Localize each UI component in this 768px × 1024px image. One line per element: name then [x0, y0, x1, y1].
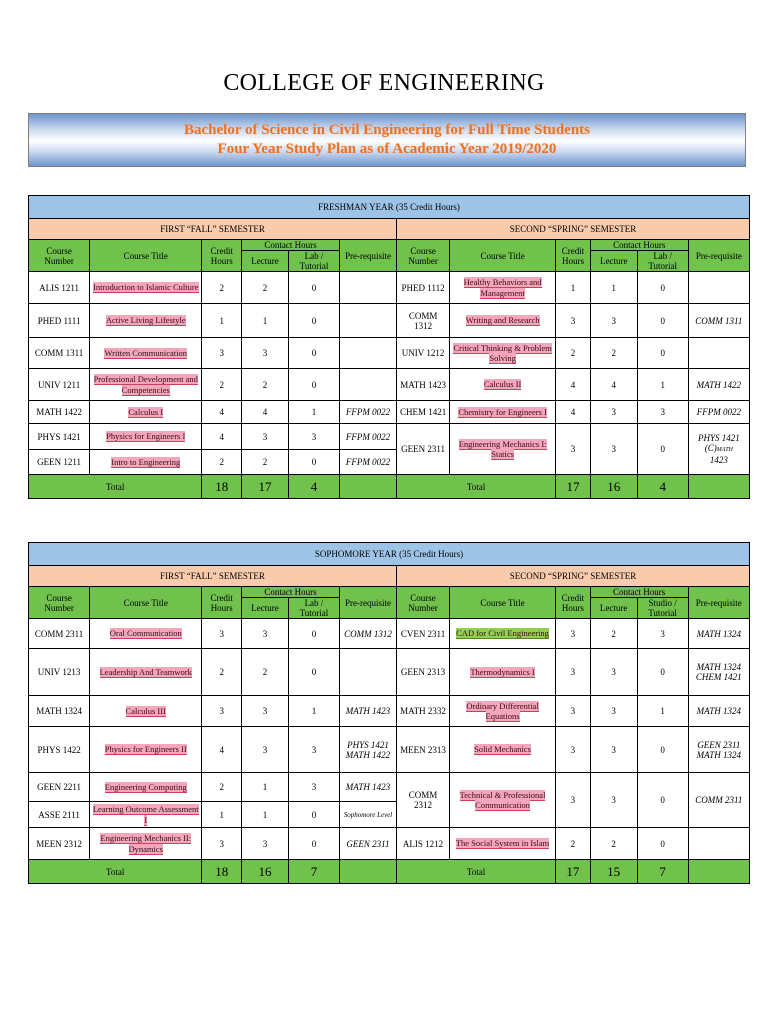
course-number: GEEN 2311 — [397, 424, 450, 475]
course-title-text: Written Communication — [104, 347, 188, 358]
credit-hours: 1 — [556, 272, 591, 304]
col-lecture: Lecture — [590, 251, 637, 272]
course-title-text: Active Living Lifestyle — [105, 315, 186, 326]
lab-hours: 1 — [289, 401, 340, 424]
sophomore-plan-table — [28, 542, 750, 884]
course-title — [450, 272, 556, 304]
col-prerequisite: Pre-requisite — [688, 587, 749, 619]
table-row — [29, 424, 750, 450]
total-credit-hours: 18 — [202, 475, 242, 499]
total-lecture-hours: 17 — [242, 475, 289, 499]
table-row — [29, 828, 750, 860]
course-title-text: Introduction to Islamic Culture — [92, 282, 199, 293]
prerequisite — [688, 424, 749, 475]
credit-hours: 3 — [202, 696, 242, 727]
col-prerequisite: Pre-requisite — [339, 240, 396, 272]
credit-hours: 3 — [556, 304, 591, 338]
course-title-text: Healthy Behaviors and Management — [463, 277, 542, 298]
col-course-number: Course Number — [397, 587, 450, 619]
prerequisite — [339, 338, 396, 369]
total-studio-hours: 7 — [637, 860, 688, 884]
lab-hours: 1 — [637, 369, 688, 401]
col-lab-tutorial: Lab / Tutorial — [637, 251, 688, 272]
col-contact-hours: Contact Hours — [590, 587, 688, 598]
course-title — [90, 401, 202, 424]
lecture-hours: 3 — [590, 773, 637, 828]
credit-hours: 4 — [556, 369, 591, 401]
program-banner — [28, 113, 746, 167]
course-title — [450, 424, 556, 475]
lecture-hours: 3 — [242, 696, 289, 727]
lab-hours: 3 — [637, 401, 688, 424]
course-title-text: Engineering Mechanics II: Dynamics — [100, 833, 192, 854]
prerequisite: GEEN 2311 MATH 1324 — [688, 727, 749, 773]
course-number: UNIV 1213 — [29, 649, 90, 696]
lab-hours: 0 — [289, 304, 340, 338]
col-course-title: Course Title — [90, 240, 202, 272]
course-title — [90, 619, 202, 649]
lecture-hours: 4 — [242, 401, 289, 424]
course-title — [450, 828, 556, 860]
course-number: GEEN 1211 — [29, 450, 90, 475]
fall-semester-title: FIRST “FALL” SEMESTER — [29, 566, 397, 587]
course-number: GEEN 2211 — [29, 773, 90, 802]
course-title-text: Writing and Research — [465, 315, 540, 326]
prerequisite — [688, 828, 749, 860]
course-number: ASSE 2111 — [29, 802, 90, 828]
total-empty-cell — [339, 860, 396, 884]
course-title — [450, 369, 556, 401]
total-empty-cell — [688, 860, 749, 884]
lecture-hours: 3 — [242, 619, 289, 649]
col-prerequisite: Pre-requisite — [688, 240, 749, 272]
course-title — [90, 828, 202, 860]
credit-hours: 3 — [556, 619, 591, 649]
lab-hours: 0 — [289, 272, 340, 304]
credit-hours: 2 — [202, 450, 242, 475]
studio-hours: 0 — [637, 828, 688, 860]
course-number: MATH 2332 — [397, 696, 450, 727]
lecture-hours: 3 — [590, 696, 637, 727]
total-label: Total — [397, 475, 556, 499]
course-number: PHED 1112 — [397, 272, 450, 304]
lecture-hours: 1 — [590, 272, 637, 304]
course-title — [90, 773, 202, 802]
total-credit-hours: 17 — [556, 475, 591, 499]
col-course-title: Course Title — [450, 587, 556, 619]
course-title — [90, 424, 202, 450]
page-title: COLLEGE OF ENGINEERING — [223, 70, 545, 96]
course-title — [450, 773, 556, 828]
lab-hours: 3 — [288, 773, 339, 802]
studio-hours: 3 — [637, 619, 688, 649]
course-title-text: Critical Thinking & Problem Solving — [453, 342, 552, 363]
credit-hours: 2 — [202, 369, 242, 401]
total-label: Total — [29, 475, 202, 499]
lecture-hours: 3 — [590, 424, 637, 475]
course-title-text: Physics for Engineers I — [106, 431, 186, 442]
lecture-hours: 3 — [242, 727, 289, 773]
col-course-number: Course Number — [397, 240, 450, 272]
credit-hours: 3 — [556, 773, 591, 828]
table-row — [29, 369, 750, 401]
course-title-text: Oral Communication — [109, 628, 182, 639]
lab-hours: 3 — [288, 727, 339, 773]
table-row — [29, 773, 750, 802]
prerequisite: COMM 1312 — [339, 619, 396, 649]
year-title: FRESHMAN YEAR (35 Credit Hours) — [29, 196, 750, 219]
total-label: Total — [29, 860, 202, 884]
col-course-title: Course Title — [90, 587, 202, 619]
col-lecture: Lecture — [242, 598, 289, 619]
col-lab-tutorial: Lab / Tutorial — [289, 251, 340, 272]
col-contact-hours: Contact Hours — [590, 240, 688, 251]
course-title-text: Engineering Mechanics I: Statics — [458, 438, 547, 459]
total-empty-cell — [688, 475, 749, 499]
table-row — [29, 696, 750, 727]
course-title-text: Calculus III — [125, 705, 166, 716]
col-lecture: Lecture — [242, 251, 289, 272]
col-credit-hours: Credit Hours — [556, 587, 591, 619]
table-row — [29, 619, 750, 649]
course-number: PHED 1111 — [29, 304, 90, 338]
col-course-number: Course Number — [29, 240, 90, 272]
table-row — [29, 727, 750, 773]
course-number: CVEN 2311 — [397, 619, 450, 649]
course-title — [90, 649, 202, 696]
lab-hours: 0 — [288, 649, 339, 696]
course-title — [90, 369, 202, 401]
lecture-hours: 3 — [242, 828, 289, 860]
spring-semester-title: SECOND “SPRING” SEMESTER — [397, 219, 750, 240]
course-title — [450, 304, 556, 338]
lecture-hours: 1 — [242, 304, 289, 338]
course-title-text: Engineering Computing — [104, 781, 187, 792]
prerequisite — [688, 338, 749, 369]
course-title-text: Thermodynamics I — [470, 666, 535, 677]
lecture-hours: 1 — [242, 802, 289, 828]
prerequisite: MATH 1324 CHEM 1421 — [688, 649, 749, 696]
lab-hours: 3 — [289, 424, 340, 450]
prerequisite: COMM 2311 — [688, 773, 749, 828]
table-row — [29, 649, 750, 696]
lab-hours: 1 — [288, 696, 339, 727]
lab-hours: 0 — [289, 450, 340, 475]
table-row — [29, 401, 750, 424]
lecture-hours: 3 — [590, 401, 637, 424]
course-number: MATH 1324 — [29, 696, 90, 727]
lecture-hours: 3 — [590, 649, 637, 696]
credit-hours: 2 — [556, 828, 591, 860]
table-row — [29, 272, 750, 304]
total-credit-hours: 17 — [556, 860, 591, 884]
lecture-hours: 1 — [242, 773, 289, 802]
lecture-hours: 4 — [590, 369, 637, 401]
credit-hours: 4 — [202, 424, 242, 450]
banner-line-2: Four Year Study Plan as of Academic Year 2019/2020 — [217, 141, 557, 157]
prerequisite: FFPM 0022 — [688, 401, 749, 424]
course-title-text: Ordinary Differential Equations — [466, 700, 539, 721]
prerequisite: MATH 1423 — [339, 696, 396, 727]
course-title-text: Technical & Professional Communication — [459, 789, 546, 810]
studio-hours: 1 — [637, 696, 688, 727]
prerequisite: FFPM 0022 — [339, 401, 396, 424]
prerequisite: GEEN 2311 — [339, 828, 396, 860]
prerequisite: MATH 1324 — [688, 619, 749, 649]
col-credit-hours: Credit Hours — [556, 240, 591, 272]
total-lab-hours: 4 — [637, 475, 688, 499]
course-title — [90, 304, 202, 338]
course-number: ALIS 1211 — [29, 272, 90, 304]
course-number: UNIV 1212 — [397, 338, 450, 369]
lecture-hours: 3 — [590, 727, 637, 773]
credit-hours: 2 — [556, 338, 591, 369]
total-lab-hours: 4 — [289, 475, 340, 499]
prereq-line: MATH — [716, 447, 733, 453]
totals-row — [29, 860, 750, 884]
total-lecture-hours: 15 — [590, 860, 637, 884]
prerequisite — [339, 369, 396, 401]
course-number: COMM 1312 — [397, 304, 450, 338]
col-contact-hours: Contact Hours — [242, 240, 340, 251]
studio-hours: 0 — [637, 773, 688, 828]
lab-hours: 0 — [637, 424, 688, 475]
fall-semester-title: FIRST “FALL” SEMESTER — [29, 219, 397, 240]
prerequisite: MATH 1422 — [688, 369, 749, 401]
course-title — [90, 272, 202, 304]
prerequisite: MATH 1324 — [688, 696, 749, 727]
total-label: Total — [397, 860, 556, 884]
course-number: CHEM 1421 — [397, 401, 450, 424]
prerequisite — [339, 304, 396, 338]
credit-hours: 3 — [202, 619, 242, 649]
credit-hours: 3 — [202, 338, 242, 369]
col-prerequisite: Pre-requisite — [339, 587, 396, 619]
course-title — [450, 401, 556, 424]
course-number: UNIV 1211 — [29, 369, 90, 401]
lecture-hours: 2 — [590, 828, 637, 860]
course-title-text: The Social System in Islam — [455, 838, 550, 849]
col-course-title: Course Title — [450, 240, 556, 272]
lab-hours: 0 — [637, 272, 688, 304]
total-lecture-hours: 16 — [590, 475, 637, 499]
course-title — [90, 338, 202, 369]
course-title-text: Intro to Engineering — [111, 456, 181, 467]
lab-hours: 0 — [288, 802, 339, 828]
course-number: COMM 2311 — [29, 619, 90, 649]
col-lab-tutorial: Lab / Tutorial — [288, 598, 339, 619]
lecture-hours: 2 — [242, 649, 289, 696]
course-number: COMM 2312 — [397, 773, 450, 828]
credit-hours: 1 — [202, 304, 242, 338]
credit-hours: 4 — [202, 727, 242, 773]
course-title — [90, 696, 202, 727]
col-credit-hours: Credit Hours — [202, 240, 242, 272]
prerequisite: MATH 1423 — [339, 773, 396, 802]
course-title-text: Chemistry for Engineers I — [458, 406, 547, 417]
course-title — [450, 619, 556, 649]
prerequisite: Sophomore Level — [339, 802, 396, 828]
course-title-text: Physics for Engineers II — [104, 744, 187, 755]
course-title — [450, 727, 556, 773]
lecture-hours: 2 — [590, 619, 637, 649]
course-number: MEEN 2312 — [29, 828, 90, 860]
course-title — [90, 450, 202, 475]
credit-hours: 2 — [202, 649, 242, 696]
total-lecture-hours: 16 — [242, 860, 289, 884]
credit-hours: 3 — [202, 828, 242, 860]
lab-hours: 0 — [289, 369, 340, 401]
lecture-hours: 3 — [242, 424, 289, 450]
lecture-hours: 3 — [242, 338, 289, 369]
course-title-text: Learning Outcome Assessment I — [92, 804, 199, 825]
lab-hours: 0 — [288, 828, 339, 860]
studio-hours: 0 — [637, 727, 688, 773]
course-number: MATH 1423 — [397, 369, 450, 401]
prerequisite — [688, 272, 749, 304]
studio-hours: 0 — [637, 649, 688, 696]
course-title-text: Professional Development and Competencies — [93, 374, 198, 395]
lab-hours: 0 — [637, 304, 688, 338]
lecture-hours: 2 — [242, 450, 289, 475]
total-lab-hours: 7 — [288, 860, 339, 884]
lecture-hours: 2 — [242, 369, 289, 401]
credit-hours: 4 — [556, 401, 591, 424]
course-title — [450, 696, 556, 727]
credit-hours: 4 — [202, 401, 242, 424]
course-number: PHYS 1421 — [29, 424, 90, 450]
prerequisite — [339, 649, 396, 696]
course-title — [450, 338, 556, 369]
col-lecture: Lecture — [590, 598, 637, 619]
credit-hours: 3 — [556, 696, 591, 727]
table-row — [29, 338, 750, 369]
year-title: SOPHOMORE YEAR (35 Credit Hours) — [29, 543, 750, 566]
course-number: MATH 1422 — [29, 401, 90, 424]
credit-hours: 3 — [556, 649, 591, 696]
freshman-plan-table — [28, 195, 750, 499]
prerequisite: PHYS 1421 MATH 1422 — [339, 727, 396, 773]
credit-hours: 2 — [202, 272, 242, 304]
prerequisite: FFPM 0022 — [339, 424, 396, 450]
total-credit-hours: 18 — [202, 860, 242, 884]
prereq-corequisite-mark: (C) — [704, 443, 717, 453]
prereq-line: PHYS 1421 — [697, 433, 740, 443]
prerequisite: COMM 1311 — [688, 304, 749, 338]
lecture-hours: 3 — [590, 304, 637, 338]
lecture-hours: 2 — [590, 338, 637, 369]
prerequisite — [339, 272, 396, 304]
course-number: COMM 1311 — [29, 338, 90, 369]
lab-hours: 0 — [288, 619, 339, 649]
prerequisite: FFPM 0022 — [339, 450, 396, 475]
prereq-line: 1423 — [709, 455, 728, 465]
spring-semester-title: SECOND “SPRING” SEMESTER — [397, 566, 750, 587]
lab-hours: 0 — [637, 338, 688, 369]
course-title — [90, 802, 202, 828]
total-empty-cell — [339, 475, 396, 499]
course-title — [450, 649, 556, 696]
course-number: GEEN 2313 — [397, 649, 450, 696]
course-title-text: Solid Mechanics — [474, 744, 531, 755]
course-number: MEEN 2313 — [397, 727, 450, 773]
table-row — [29, 304, 750, 338]
totals-row — [29, 475, 750, 499]
credit-hours: 3 — [556, 424, 591, 475]
col-studio-tutorial: Studio / Tutorial — [637, 598, 688, 619]
credit-hours: 2 — [202, 773, 242, 802]
course-title-text: Calculus I — [128, 406, 164, 417]
course-number: ALIS 1212 — [397, 828, 450, 860]
banner-line-1: Bachelor of Science in Civil Engineering for Full Time Students — [184, 122, 590, 138]
course-title-text: Calculus II — [483, 379, 522, 390]
col-course-number: Course Number — [29, 587, 90, 619]
course-number: PHYS 1422 — [29, 727, 90, 773]
col-contact-hours: Contact Hours — [242, 587, 340, 598]
lab-hours: 0 — [289, 338, 340, 369]
col-credit-hours: Credit Hours — [202, 587, 242, 619]
credit-hours: 3 — [556, 727, 591, 773]
course-title-text: CAD for Civil Engineering — [456, 628, 549, 639]
course-title — [90, 727, 202, 773]
credit-hours: 1 — [202, 802, 242, 828]
lecture-hours: 2 — [242, 272, 289, 304]
course-title-text: Leadership And Teamwork — [99, 666, 192, 677]
